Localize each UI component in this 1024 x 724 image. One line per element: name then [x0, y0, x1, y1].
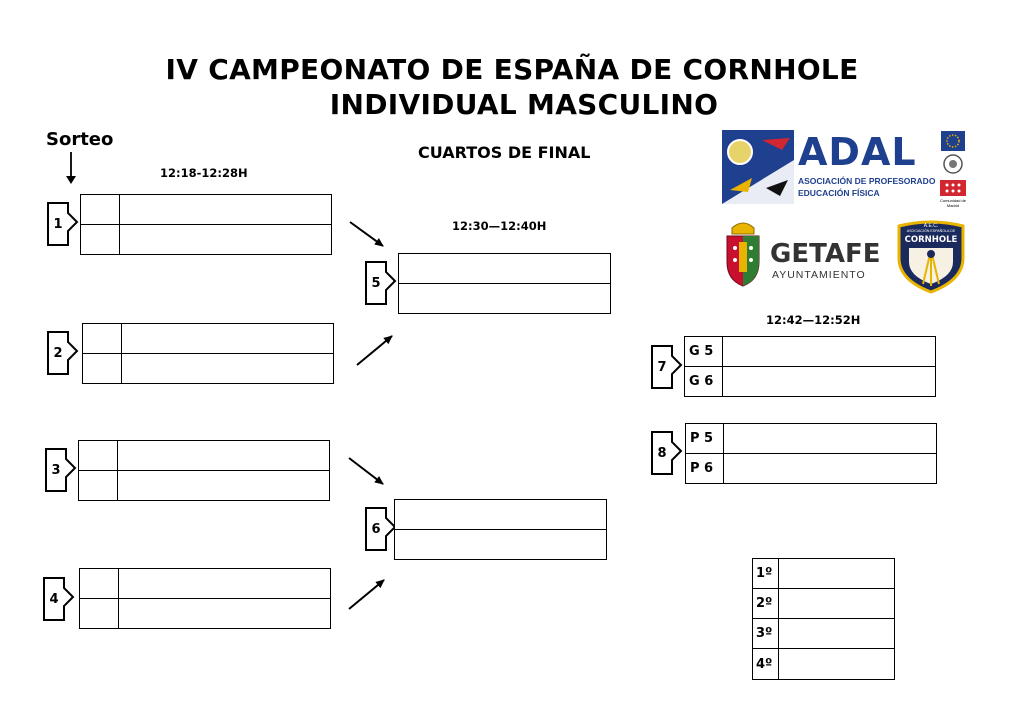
- stage-title: CUARTOS DE FINAL: [418, 143, 591, 162]
- match-number: 4: [49, 591, 59, 607]
- getafe-name: GETAFE: [770, 239, 881, 269]
- aec-mid: ASOCIACIÓN ESPAÑOLA DE: [906, 229, 956, 233]
- getafe-shield-icon: [724, 218, 762, 288]
- time-finals: 12:42—12:52H: [766, 313, 861, 327]
- final-row-label: P 6: [686, 454, 724, 484]
- adal-emblem-icon: [722, 130, 794, 204]
- match-badge-6: [364, 506, 398, 552]
- arrow-icon: [357, 336, 392, 365]
- getafe-sub: AYUNTAMIENTO: [772, 269, 866, 281]
- madrid-label: Comunidad de Madrid: [939, 198, 967, 208]
- aec-name: CORNHOLE: [904, 235, 958, 245]
- match-number: 8: [657, 445, 667, 461]
- final-row-label: G 5: [685, 337, 723, 366]
- match-number: 1: [53, 216, 63, 232]
- match-box-5[interactable]: [398, 253, 611, 314]
- getafe-logo: [724, 218, 881, 290]
- eu-badges-icon: [940, 130, 966, 178]
- rank-label: 2º: [753, 589, 779, 618]
- final-row-label: P 5: [686, 424, 724, 453]
- arrow-icon: [349, 458, 383, 484]
- time-semis: 12:30—12:40H: [452, 219, 547, 233]
- final-row-label: G 6: [685, 367, 723, 397]
- match-number: 2: [53, 345, 63, 361]
- match-number: 7: [657, 359, 667, 375]
- arrow-icon: [349, 580, 384, 609]
- rank-label: 3º: [753, 619, 779, 648]
- match-badge-8: [650, 430, 684, 476]
- match-box-8[interactable]: [685, 423, 937, 484]
- adal-line1: ASOCIACIÓN DE PROFESORADO: [798, 176, 936, 186]
- page-title: IV CAMPEONATO DE ESPAÑA DE CORNHOLE: [165, 53, 859, 86]
- adal-logo: [722, 130, 967, 210]
- arrow-icon: [350, 222, 383, 246]
- match-badge-7: [650, 344, 684, 390]
- match-number: 6: [371, 521, 381, 537]
- adal-line2: EDUCACIÓN FÍSICA: [798, 188, 880, 198]
- aec-top: A.E.C.: [923, 223, 939, 229]
- rank-label: 4º: [753, 649, 779, 679]
- match-box-7[interactable]: [684, 336, 936, 397]
- rank-label: 1º: [753, 559, 779, 588]
- match-badge-5: [364, 260, 398, 306]
- match-number: 3: [51, 462, 61, 478]
- page-subtitle: INDIVIDUAL MASCULINO: [329, 88, 719, 121]
- sorteo-label: Sorteo: [46, 129, 114, 150]
- match-number: 5: [371, 275, 381, 291]
- match-box-6[interactable]: [394, 499, 607, 560]
- aec-logo: [895, 218, 967, 294]
- ranking-table: [752, 558, 895, 680]
- adal-name: ADAL: [798, 130, 917, 174]
- time-quarters: 12:18-12:28H: [160, 166, 248, 180]
